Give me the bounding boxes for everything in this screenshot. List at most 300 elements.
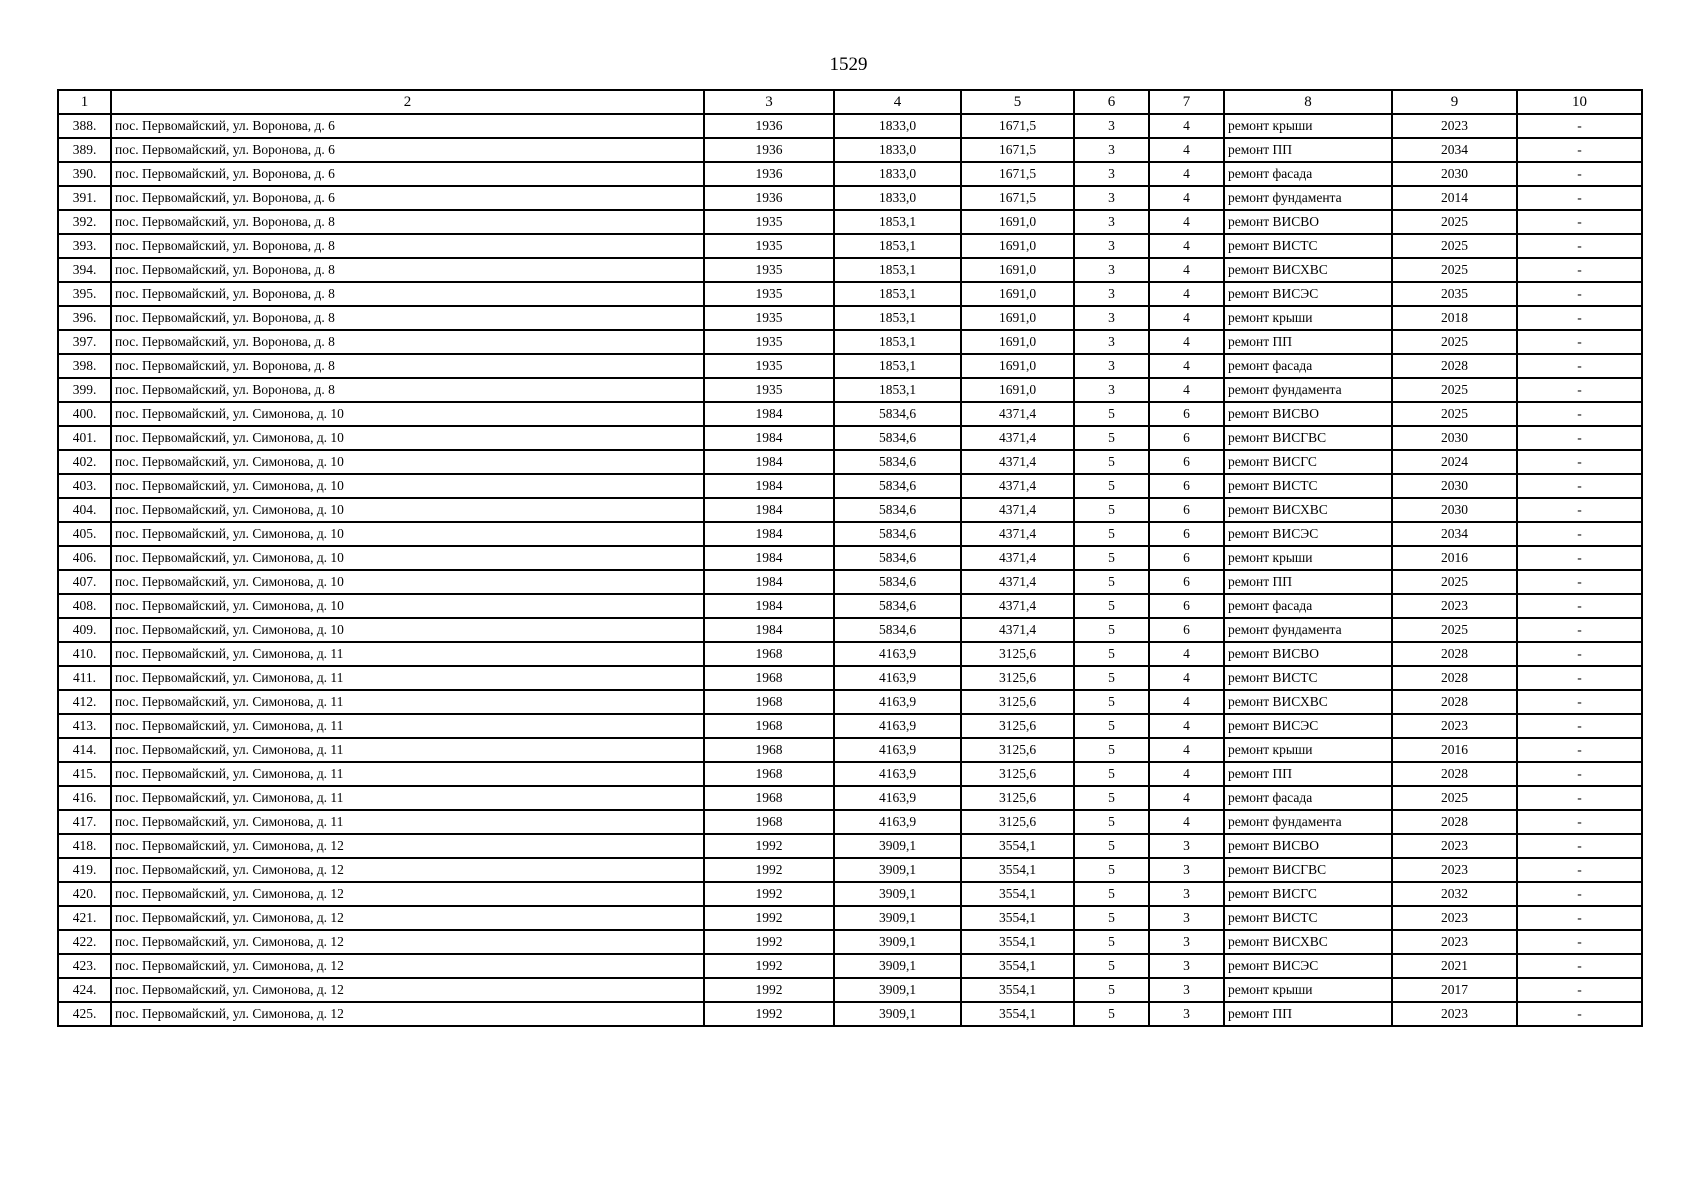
planned-year-cell: 2025 <box>1392 330 1517 354</box>
row-number-cell: 425. <box>58 1002 111 1026</box>
total-area-cell: 1853,1 <box>834 210 961 234</box>
floors-cell: 5 <box>1074 618 1149 642</box>
work-type-cell: ремонт ВИСГВС <box>1224 858 1392 882</box>
row-number-cell: 403. <box>58 474 111 498</box>
address-cell: пос. Первомайский, ул. Воронова, д. 8 <box>111 210 704 234</box>
address-cell: пос. Первомайский, ул. Симонова, д. 12 <box>111 978 704 1002</box>
year-built-cell: 1992 <box>704 978 834 1002</box>
address-cell: пос. Первомайский, ул. Воронова, д. 6 <box>111 186 704 210</box>
table-row <box>58 282 1642 306</box>
entrances-cell: 4 <box>1149 714 1224 738</box>
floors-cell: 5 <box>1074 978 1149 1002</box>
column-header-1: 1 <box>58 90 111 114</box>
work-type-cell: ремонт ВИСТС <box>1224 666 1392 690</box>
entrances-cell: 3 <box>1149 930 1224 954</box>
row-number-cell: 397. <box>58 330 111 354</box>
table-body <box>58 114 1642 1026</box>
note-cell: - <box>1517 810 1642 834</box>
work-type-cell: ремонт ВИСТС <box>1224 906 1392 930</box>
column-header-10: 10 <box>1517 90 1642 114</box>
row-number-cell: 396. <box>58 306 111 330</box>
year-built-cell: 1936 <box>704 138 834 162</box>
living-area-cell: 3554,1 <box>961 954 1074 978</box>
total-area-cell: 4163,9 <box>834 738 961 762</box>
table-row <box>58 162 1642 186</box>
planned-year-cell: 2025 <box>1392 258 1517 282</box>
note-cell: - <box>1517 306 1642 330</box>
address-cell: пос. Первомайский, ул. Воронова, д. 8 <box>111 258 704 282</box>
work-type-cell: ремонт ВИСТС <box>1224 234 1392 258</box>
planned-year-cell: 2023 <box>1392 834 1517 858</box>
total-area-cell: 1853,1 <box>834 258 961 282</box>
total-area-cell: 1833,0 <box>834 114 961 138</box>
year-built-cell: 1968 <box>704 714 834 738</box>
planned-year-cell: 2025 <box>1392 618 1517 642</box>
note-cell: - <box>1517 714 1642 738</box>
total-area-cell: 1853,1 <box>834 282 961 306</box>
column-header-4: 4 <box>834 90 961 114</box>
address-cell: пос. Первомайский, ул. Воронова, д. 8 <box>111 330 704 354</box>
row-number-cell: 405. <box>58 522 111 546</box>
living-area-cell: 1671,5 <box>961 186 1074 210</box>
floors-cell: 3 <box>1074 138 1149 162</box>
floors-cell: 5 <box>1074 930 1149 954</box>
row-number-cell: 407. <box>58 570 111 594</box>
work-type-cell: ремонт фасада <box>1224 786 1392 810</box>
total-area-cell: 5834,6 <box>834 498 961 522</box>
year-built-cell: 1984 <box>704 426 834 450</box>
floors-cell: 5 <box>1074 882 1149 906</box>
year-built-cell: 1992 <box>704 1002 834 1026</box>
row-number-cell: 404. <box>58 498 111 522</box>
year-built-cell: 1984 <box>704 594 834 618</box>
planned-year-cell: 2023 <box>1392 594 1517 618</box>
total-area-cell: 5834,6 <box>834 594 961 618</box>
total-area-cell: 5834,6 <box>834 402 961 426</box>
row-number-cell: 406. <box>58 546 111 570</box>
note-cell: - <box>1517 330 1642 354</box>
note-cell: - <box>1517 738 1642 762</box>
work-type-cell: ремонт ВИСВО <box>1224 642 1392 666</box>
note-cell: - <box>1517 210 1642 234</box>
floors-cell: 5 <box>1074 666 1149 690</box>
row-number-cell: 398. <box>58 354 111 378</box>
planned-year-cell: 2023 <box>1392 906 1517 930</box>
living-area-cell: 3125,6 <box>961 810 1074 834</box>
note-cell: - <box>1517 378 1642 402</box>
total-area-cell: 3909,1 <box>834 954 961 978</box>
table-row <box>58 906 1642 930</box>
total-area-cell: 3909,1 <box>834 1002 961 1026</box>
row-number-cell: 390. <box>58 162 111 186</box>
year-built-cell: 1992 <box>704 906 834 930</box>
table-row <box>58 882 1642 906</box>
table-row <box>58 1002 1642 1026</box>
living-area-cell: 1691,0 <box>961 258 1074 282</box>
work-type-cell: ремонт фундамента <box>1224 378 1392 402</box>
address-cell: пос. Первомайский, ул. Симонова, д. 11 <box>111 738 704 762</box>
entrances-cell: 6 <box>1149 450 1224 474</box>
address-cell: пос. Первомайский, ул. Симонова, д. 10 <box>111 402 704 426</box>
address-cell: пос. Первомайский, ул. Симонова, д. 10 <box>111 594 704 618</box>
row-number-cell: 392. <box>58 210 111 234</box>
living-area-cell: 4371,4 <box>961 522 1074 546</box>
address-cell: пос. Первомайский, ул. Симонова, д. 10 <box>111 522 704 546</box>
year-built-cell: 1984 <box>704 450 834 474</box>
entrances-cell: 4 <box>1149 234 1224 258</box>
table-row <box>58 762 1642 786</box>
address-cell: пос. Первомайский, ул. Симонова, д. 11 <box>111 714 704 738</box>
entrances-cell: 4 <box>1149 210 1224 234</box>
note-cell: - <box>1517 666 1642 690</box>
row-number-cell: 418. <box>58 834 111 858</box>
table-row <box>58 642 1642 666</box>
entrances-cell: 4 <box>1149 762 1224 786</box>
floors-cell: 5 <box>1074 906 1149 930</box>
year-built-cell: 1992 <box>704 930 834 954</box>
work-type-cell: ремонт ВИСЭС <box>1224 714 1392 738</box>
living-area-cell: 1691,0 <box>961 378 1074 402</box>
year-built-cell: 1968 <box>704 690 834 714</box>
work-type-cell: ремонт ПП <box>1224 330 1392 354</box>
floors-cell: 5 <box>1074 858 1149 882</box>
living-area-cell: 1671,5 <box>961 138 1074 162</box>
table-row <box>58 714 1642 738</box>
living-area-cell: 1671,5 <box>961 114 1074 138</box>
year-built-cell: 1968 <box>704 762 834 786</box>
work-type-cell: ремонт ВИСВО <box>1224 402 1392 426</box>
entrances-cell: 4 <box>1149 162 1224 186</box>
note-cell: - <box>1517 282 1642 306</box>
living-area-cell: 3125,6 <box>961 714 1074 738</box>
note-cell: - <box>1517 762 1642 786</box>
note-cell: - <box>1517 1002 1642 1026</box>
living-area-cell: 1691,0 <box>961 330 1074 354</box>
table-row <box>58 570 1642 594</box>
row-number-cell: 422. <box>58 930 111 954</box>
table-row <box>58 186 1642 210</box>
year-built-cell: 1936 <box>704 162 834 186</box>
address-cell: пос. Первомайский, ул. Симонова, д. 12 <box>111 882 704 906</box>
table-row <box>58 354 1642 378</box>
table-row <box>58 330 1642 354</box>
address-cell: пос. Первомайский, ул. Воронова, д. 8 <box>111 234 704 258</box>
planned-year-cell: 2028 <box>1392 666 1517 690</box>
living-area-cell: 1691,0 <box>961 210 1074 234</box>
table-row <box>58 114 1642 138</box>
floors-cell: 3 <box>1074 162 1149 186</box>
note-cell: - <box>1517 426 1642 450</box>
planned-year-cell: 2016 <box>1392 738 1517 762</box>
living-area-cell: 3554,1 <box>961 906 1074 930</box>
table-row <box>58 258 1642 282</box>
address-cell: пос. Первомайский, ул. Воронова, д. 6 <box>111 114 704 138</box>
row-number-cell: 412. <box>58 690 111 714</box>
total-area-cell: 5834,6 <box>834 522 961 546</box>
column-header-7: 7 <box>1149 90 1224 114</box>
year-built-cell: 1935 <box>704 282 834 306</box>
entrances-cell: 6 <box>1149 546 1224 570</box>
row-number-cell: 411. <box>58 666 111 690</box>
row-number-cell: 420. <box>58 882 111 906</box>
entrances-cell: 3 <box>1149 882 1224 906</box>
total-area-cell: 1853,1 <box>834 330 961 354</box>
total-area-cell: 4163,9 <box>834 786 961 810</box>
floors-cell: 5 <box>1074 498 1149 522</box>
total-area-cell: 5834,6 <box>834 426 961 450</box>
total-area-cell: 3909,1 <box>834 978 961 1002</box>
table-row <box>58 666 1642 690</box>
work-type-cell: ремонт фундамента <box>1224 186 1392 210</box>
entrances-cell: 4 <box>1149 738 1224 762</box>
work-type-cell: ремонт ВИСГС <box>1224 882 1392 906</box>
planned-year-cell: 2018 <box>1392 306 1517 330</box>
floors-cell: 5 <box>1074 810 1149 834</box>
note-cell: - <box>1517 570 1642 594</box>
living-area-cell: 4371,4 <box>961 450 1074 474</box>
table-row <box>58 306 1642 330</box>
living-area-cell: 3554,1 <box>961 882 1074 906</box>
planned-year-cell: 2025 <box>1392 234 1517 258</box>
entrances-cell: 6 <box>1149 570 1224 594</box>
note-cell: - <box>1517 474 1642 498</box>
work-type-cell: ремонт ВИСХВС <box>1224 930 1392 954</box>
table-row <box>58 498 1642 522</box>
note-cell: - <box>1517 882 1642 906</box>
table-row <box>58 234 1642 258</box>
year-built-cell: 1968 <box>704 642 834 666</box>
work-type-cell: ремонт крыши <box>1224 114 1392 138</box>
address-cell: пос. Первомайский, ул. Симонова, д. 10 <box>111 618 704 642</box>
planned-year-cell: 2023 <box>1392 858 1517 882</box>
work-type-cell: ремонт крыши <box>1224 306 1392 330</box>
row-number-cell: 393. <box>58 234 111 258</box>
entrances-cell: 4 <box>1149 258 1224 282</box>
floors-cell: 5 <box>1074 546 1149 570</box>
living-area-cell: 3554,1 <box>961 1002 1074 1026</box>
living-area-cell: 4371,4 <box>961 426 1074 450</box>
living-area-cell: 3125,6 <box>961 762 1074 786</box>
row-number-cell: 415. <box>58 762 111 786</box>
floors-cell: 5 <box>1074 690 1149 714</box>
row-number-cell: 408. <box>58 594 111 618</box>
entrances-cell: 3 <box>1149 906 1224 930</box>
column-header-5: 5 <box>961 90 1074 114</box>
address-cell: пос. Первомайский, ул. Симонова, д. 12 <box>111 930 704 954</box>
row-number-cell: 399. <box>58 378 111 402</box>
floors-cell: 5 <box>1074 786 1149 810</box>
address-cell: пос. Первомайский, ул. Симонова, д. 10 <box>111 450 704 474</box>
table-row <box>58 378 1642 402</box>
living-area-cell: 3125,6 <box>961 738 1074 762</box>
planned-year-cell: 2030 <box>1392 498 1517 522</box>
year-built-cell: 1984 <box>704 546 834 570</box>
row-number-cell: 389. <box>58 138 111 162</box>
year-built-cell: 1984 <box>704 474 834 498</box>
note-cell: - <box>1517 546 1642 570</box>
floors-cell: 3 <box>1074 282 1149 306</box>
table-row <box>58 858 1642 882</box>
floors-cell: 5 <box>1074 426 1149 450</box>
note-cell: - <box>1517 930 1642 954</box>
year-built-cell: 1935 <box>704 330 834 354</box>
note-cell: - <box>1517 186 1642 210</box>
entrances-cell: 4 <box>1149 666 1224 690</box>
planned-year-cell: 2014 <box>1392 186 1517 210</box>
planned-year-cell: 2017 <box>1392 978 1517 1002</box>
address-cell: пос. Первомайский, ул. Симонова, д. 10 <box>111 498 704 522</box>
living-area-cell: 3554,1 <box>961 834 1074 858</box>
floors-cell: 3 <box>1074 210 1149 234</box>
floors-cell: 3 <box>1074 258 1149 282</box>
address-cell: пос. Первомайский, ул. Симонова, д. 12 <box>111 1002 704 1026</box>
floors-cell: 3 <box>1074 234 1149 258</box>
table-row <box>58 690 1642 714</box>
row-number-cell: 416. <box>58 786 111 810</box>
entrances-cell: 3 <box>1149 858 1224 882</box>
entrances-cell: 6 <box>1149 474 1224 498</box>
total-area-cell: 1833,0 <box>834 162 961 186</box>
table-row <box>58 210 1642 234</box>
entrances-cell: 6 <box>1149 522 1224 546</box>
year-built-cell: 1936 <box>704 186 834 210</box>
total-area-cell: 3909,1 <box>834 930 961 954</box>
planned-year-cell: 2024 <box>1392 450 1517 474</box>
address-cell: пос. Первомайский, ул. Воронова, д. 8 <box>111 306 704 330</box>
floors-cell: 5 <box>1074 570 1149 594</box>
note-cell: - <box>1517 642 1642 666</box>
planned-year-cell: 2023 <box>1392 930 1517 954</box>
entrances-cell: 4 <box>1149 330 1224 354</box>
column-header-9: 9 <box>1392 90 1517 114</box>
living-area-cell: 4371,4 <box>961 474 1074 498</box>
address-cell: пос. Первомайский, ул. Симонова, д. 10 <box>111 426 704 450</box>
planned-year-cell: 2028 <box>1392 690 1517 714</box>
work-type-cell: ремонт ВИСВО <box>1224 834 1392 858</box>
year-built-cell: 1935 <box>704 234 834 258</box>
planned-year-cell: 2025 <box>1392 786 1517 810</box>
entrances-cell: 3 <box>1149 954 1224 978</box>
work-type-cell: ремонт ВИСГВС <box>1224 426 1392 450</box>
work-type-cell: ремонт ВИСХВС <box>1224 690 1392 714</box>
total-area-cell: 5834,6 <box>834 450 961 474</box>
note-cell: - <box>1517 834 1642 858</box>
year-built-cell: 1992 <box>704 882 834 906</box>
living-area-cell: 4371,4 <box>961 618 1074 642</box>
floors-cell: 3 <box>1074 378 1149 402</box>
living-area-cell: 1691,0 <box>961 234 1074 258</box>
row-number-cell: 414. <box>58 738 111 762</box>
entrances-cell: 4 <box>1149 786 1224 810</box>
work-type-cell: ремонт крыши <box>1224 978 1392 1002</box>
total-area-cell: 4163,9 <box>834 666 961 690</box>
row-number-cell: 395. <box>58 282 111 306</box>
row-number-cell: 419. <box>58 858 111 882</box>
table-row <box>58 930 1642 954</box>
total-area-cell: 5834,6 <box>834 618 961 642</box>
row-number-cell: 402. <box>58 450 111 474</box>
year-built-cell: 1935 <box>704 258 834 282</box>
planned-year-cell: 2035 <box>1392 282 1517 306</box>
column-header-6: 6 <box>1074 90 1149 114</box>
total-area-cell: 1853,1 <box>834 378 961 402</box>
total-area-cell: 1833,0 <box>834 138 961 162</box>
row-number-cell: 409. <box>58 618 111 642</box>
floors-cell: 3 <box>1074 114 1149 138</box>
table-row <box>58 954 1642 978</box>
address-cell: пос. Первомайский, ул. Воронова, д. 8 <box>111 354 704 378</box>
row-number-cell: 413. <box>58 714 111 738</box>
planned-year-cell: 2028 <box>1392 762 1517 786</box>
living-area-cell: 3554,1 <box>961 858 1074 882</box>
table-row <box>58 834 1642 858</box>
floors-cell: 5 <box>1074 714 1149 738</box>
note-cell: - <box>1517 690 1642 714</box>
planned-year-cell: 2032 <box>1392 882 1517 906</box>
entrances-cell: 3 <box>1149 1002 1224 1026</box>
note-cell: - <box>1517 522 1642 546</box>
living-area-cell: 1691,0 <box>961 306 1074 330</box>
living-area-cell: 3554,1 <box>961 978 1074 1002</box>
total-area-cell: 4163,9 <box>834 714 961 738</box>
address-cell: пос. Первомайский, ул. Воронова, д. 8 <box>111 282 704 306</box>
year-built-cell: 1968 <box>704 666 834 690</box>
living-area-cell: 4371,4 <box>961 570 1074 594</box>
year-built-cell: 1935 <box>704 306 834 330</box>
total-area-cell: 1853,1 <box>834 306 961 330</box>
planned-year-cell: 2025 <box>1392 402 1517 426</box>
floors-cell: 3 <box>1074 186 1149 210</box>
year-built-cell: 1968 <box>704 810 834 834</box>
row-number-cell: 423. <box>58 954 111 978</box>
work-type-cell: ремонт ПП <box>1224 570 1392 594</box>
row-number-cell: 401. <box>58 426 111 450</box>
note-cell: - <box>1517 618 1642 642</box>
floors-cell: 5 <box>1074 954 1149 978</box>
year-built-cell: 1984 <box>704 618 834 642</box>
row-number-cell: 421. <box>58 906 111 930</box>
address-cell: пос. Первомайский, ул. Симонова, д. 11 <box>111 642 704 666</box>
table-row <box>58 978 1642 1002</box>
row-number-cell: 394. <box>58 258 111 282</box>
work-type-cell: ремонт ПП <box>1224 138 1392 162</box>
address-cell: пос. Первомайский, ул. Воронова, д. 8 <box>111 378 704 402</box>
planned-year-cell: 2034 <box>1392 138 1517 162</box>
planned-year-cell: 2025 <box>1392 210 1517 234</box>
table-row <box>58 594 1642 618</box>
floors-cell: 5 <box>1074 402 1149 426</box>
work-type-cell: ремонт фундамента <box>1224 618 1392 642</box>
note-cell: - <box>1517 162 1642 186</box>
year-built-cell: 1992 <box>704 834 834 858</box>
note-cell: - <box>1517 450 1642 474</box>
entrances-cell: 6 <box>1149 402 1224 426</box>
floors-cell: 3 <box>1074 306 1149 330</box>
living-area-cell: 3125,6 <box>961 786 1074 810</box>
planned-year-cell: 2028 <box>1392 810 1517 834</box>
note-cell: - <box>1517 258 1642 282</box>
living-area-cell: 4371,4 <box>961 402 1074 426</box>
total-area-cell: 3909,1 <box>834 882 961 906</box>
entrances-cell: 4 <box>1149 282 1224 306</box>
table-row <box>58 546 1642 570</box>
note-cell: - <box>1517 498 1642 522</box>
planned-year-cell: 2025 <box>1392 378 1517 402</box>
address-cell: пос. Первомайский, ул. Симонова, д. 10 <box>111 474 704 498</box>
repair-schedule-table <box>57 89 1643 1027</box>
living-area-cell: 3125,6 <box>961 666 1074 690</box>
floors-cell: 5 <box>1074 738 1149 762</box>
